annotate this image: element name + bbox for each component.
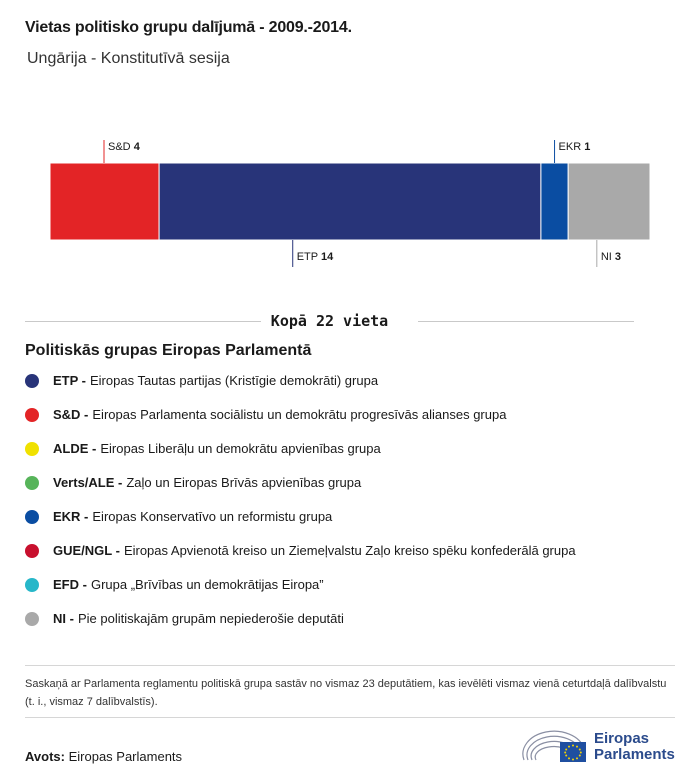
- parliament-hemicycle-icon: [522, 728, 588, 768]
- legend-name: Grupa „Brīvības un demokrātijas Eiropa”: [90, 577, 324, 592]
- legend-abbr: ETP -: [53, 373, 86, 388]
- legend-dot-verts-ale: [25, 476, 39, 490]
- legend-dot-etp: [25, 374, 39, 388]
- note-divider-top: [25, 665, 675, 666]
- legend-dot-gue-ngl: [25, 544, 39, 558]
- segment-label-ni: NI 3: [600, 251, 622, 263]
- legend-dot-efd: [25, 578, 39, 592]
- legend-abbr: GUE/NGL -: [53, 543, 120, 558]
- legend-item-ni: [25, 609, 576, 643]
- legend-item-verts-ale: [25, 473, 576, 507]
- segment-label-etp: ETP 14: [296, 251, 334, 263]
- bar-segment-ekr: [541, 163, 568, 240]
- legend-name: Eiropas Tautas partijas (Kristīgie demokrāti) grupa: [90, 373, 379, 388]
- legend-name: Eiropas Liberāļu un demokrātu apvienības grupa: [100, 441, 381, 456]
- bar-segment-ni: [568, 163, 650, 240]
- legend-item-sd: [25, 405, 576, 439]
- legend-dot-alde: [25, 442, 39, 456]
- source: [25, 749, 182, 764]
- chart-title: Vietas politisko grupu dalījumā - 2009.-2014.: [25, 19, 352, 36]
- note-divider-bottom: [25, 717, 675, 718]
- source-value: Eiropas Parlaments: [68, 749, 183, 764]
- logo-text: [594, 731, 675, 763]
- legend-item-ekr: [25, 507, 576, 541]
- legend-abbr: EFD -: [53, 577, 87, 592]
- legend-abbr: S&D -: [53, 407, 89, 422]
- legend-abbr: NI -: [53, 611, 74, 626]
- legend-name: Eiropas Parlamenta sociālistu un demokrātu progresīvās alianses grupa: [92, 407, 507, 422]
- bar-segment-sd: [50, 163, 159, 240]
- legend-name: Pie politiskajām grupām nepiederošie deputāti: [77, 611, 344, 626]
- legend-name: Eiropas Konservatīvo un reformistu grupa: [92, 509, 333, 524]
- legend-item-alde: [25, 439, 576, 473]
- legend-dot-ni: [25, 612, 39, 626]
- legend-name: Eiropas Apvienotā kreiso un Ziemeļvalstu Zaļo kreiso spēku konfederālā grupa: [123, 543, 576, 558]
- legend-name: Zaļo un Eiropas Brīvās apvienības grupa: [126, 475, 362, 490]
- segment-label-ekr: EKR 1: [558, 141, 591, 153]
- logo-line-2: Parlaments: [594, 746, 675, 763]
- legend-dot-sd: [25, 408, 39, 422]
- legend-abbr: ALDE -: [53, 441, 97, 456]
- seat-distribution-chart: [0, 120, 700, 280]
- logo-line-1: Eiropas: [594, 730, 650, 747]
- european-parliament-logo: [522, 728, 682, 768]
- legend: [25, 371, 576, 643]
- total-seats: [25, 312, 634, 332]
- chart-subtitle: Ungārija - Konstitutīvā sesija: [27, 50, 230, 67]
- legend-item-gue-ngl: [25, 541, 576, 575]
- segment-label-sd: S&D 4: [108, 141, 140, 153]
- total-seats-label: Kopā 22 vieta: [261, 312, 398, 330]
- legend-title: Politiskās grupas Eiropas Parlamentā: [25, 342, 312, 359]
- legend-abbr: EKR -: [53, 509, 89, 524]
- legend-item-etp: [25, 371, 576, 405]
- footnote: Saskaņā ar Parlamenta reglamentu politiskā grupa sastāv no vismaz 23 deputātiem, kas ievēlēti vismaz vienā ceturtdaļā dalībvalstu (t. i., vismaz 7 dalībvalstīs).: [25, 678, 667, 708]
- legend-dot-ekr: [25, 510, 39, 524]
- legend-abbr: Verts/ALE -: [53, 475, 123, 490]
- source-label: Avots:: [25, 749, 65, 764]
- legend-item-efd: [25, 575, 576, 609]
- bar-segment-etp: [159, 163, 541, 240]
